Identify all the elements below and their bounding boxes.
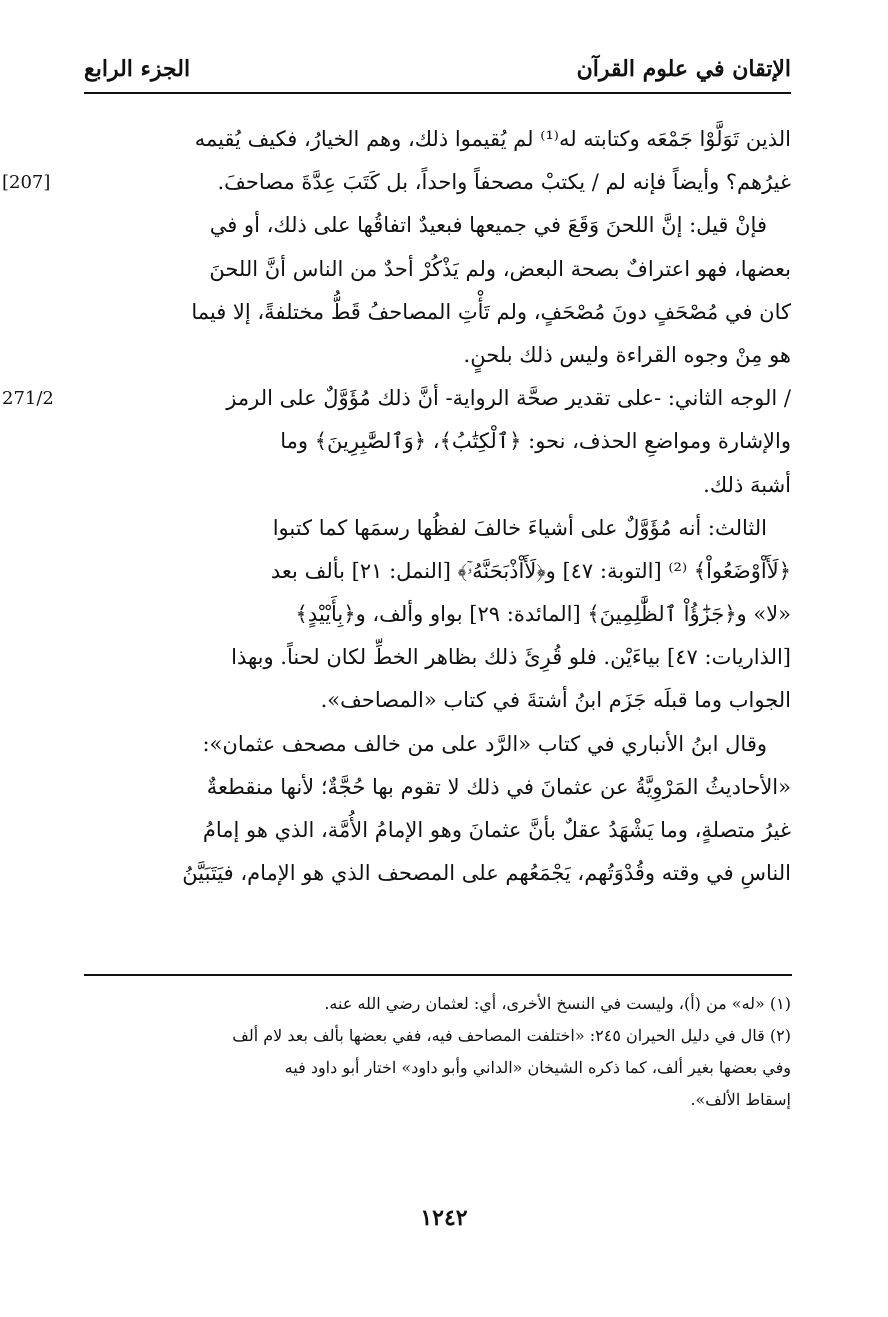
footnote-1: (١) «له» من (أ)، وليست في النسخ الأخرى، أي: لعثمان رضي الله عنه. xyxy=(324,994,791,1013)
text-line: الذين تَوَلَّوْا جَمْعَه وكتابته له⁽¹⁾ لم يُقيموا ذلك، وهم الخيارُ، فكيف يُقيمه xyxy=(194,127,791,151)
text-line: أشبهَ ذلك. xyxy=(703,472,791,497)
volume-label: الجزء الرابع xyxy=(84,56,191,82)
footnotes xyxy=(84,988,791,1116)
text-line: بعضها، فهو اعترافٌ بصحة البعض، ولم يَذْكُرْ أحدٌ من الناس أنَّ اللحنَ xyxy=(209,256,791,281)
text-line: والإشارة ومواضعِ الحذف، نحو: ﴿ٱلْكِتَٰبُ﴾، ﴿وَٱلصَّٰبِرِينَ﴾ وما xyxy=(280,429,791,454)
running-header xyxy=(84,52,791,94)
margin-page-ref: 271/2 xyxy=(2,388,54,410)
text-line: الناسِ في وقته وقُدْوَتُهم، يَجْمَعُهم على المصحف الذي هو الإمام، فيَتَبَيَّنُ xyxy=(182,861,791,886)
page-number: ١٢٤٢ xyxy=(420,1205,468,1231)
text-line: ﴿لَأَاْوْضَعُواْ﴾ ⁽²⁾ [التوبة: ٤٧] و﴿لَأَاْذْبَحَنَّهُۥٓ﴾ [النمل: ٢١] بألف بعد xyxy=(270,558,791,583)
main-text xyxy=(2,118,791,895)
text-line: غيرُهم؟ وأيضاً فإنه لم / يكتبْ مصحفاً واحداً، بل كَتَبَ عِدَّةَ مصاحفَ. [207] xyxy=(84,161,791,204)
footnote-2-continuation: وفي بعضها بغير ألف، كما ذكره الشيخان «الداني وأبو داود» اختار أبو داود فيه xyxy=(284,1058,791,1077)
text-line: فإنْ قيل: إنَّ اللحنَ وَقَعَ في جميعها فبعيدٌ اتفاقُها على ذلك، أو في xyxy=(209,213,767,238)
book-title: الإتقان في علوم القرآن xyxy=(576,56,791,82)
text-line: [الذاريات: ٤٧] بياءَيْن. فلو قُرِئَ ذلك بظاهر الخطِّ لكان لحناً. وبهذا xyxy=(231,645,791,670)
margin-page-ref: [207] xyxy=(2,172,51,194)
footnote-separator xyxy=(84,974,792,976)
footnote-2: (٢) قال في دليل الحيران ٢٤٥: «اختلفت المصاحف فيه، ففي بعضها بألف بعد لام ألف xyxy=(232,1026,791,1045)
text-line: وقال ابنُ الأنباري في كتاب «الرَّد على من خالف مصحف عثمان»: xyxy=(202,731,767,756)
text-line: الجواب وما قبلَه جَزَم ابنُ أشتةَ في كتاب «المصاحف». xyxy=(320,688,791,713)
footnote-2-continuation: إسقاط الألف». xyxy=(690,1090,791,1109)
text-line: غيرُ متصلةٍ، وما يَشْهَدُ عقلٌ بأنَّ عثمانَ وهو الإمامُ الأُمَّة، الذي هو إمامُ xyxy=(202,818,791,842)
text-line: / الوجه الثاني: -على تقدير صحَّة الرواية- أنَّ ذلك مُؤَوَّلٌ على الرمز 271/2 xyxy=(84,377,791,420)
text-line: «الأحاديثُ المَرْوِيَّةُ عن عثمانَ في ذلك لا تقوم بها حُجَّةٌ؛ لأنها منقطعةٌ xyxy=(206,774,791,799)
text-line: كان في مُصْحَفٍ دونَ مُصْحَفٍ، ولم تَأْتِ المصاحفُ قَطُّ مختلفةً، إلا فيما xyxy=(191,299,791,324)
text-line: «لا» و﴿جَزَٰٓؤُاْ ٱلظَّٰلِمِينَ﴾ [المائدة: ٢٩] بواو وألف، و﴿بِأَيْيْدٍ﴾ xyxy=(295,602,791,627)
text-line: الثالث: أنه مُؤَوَّلٌ على أشياءَ خالفَ لفظُها رسمَها كما كتبوا xyxy=(272,515,767,540)
text-line: هو مِنْ وجوه القراءة وليس ذلك بلحنٍ. xyxy=(463,342,791,367)
